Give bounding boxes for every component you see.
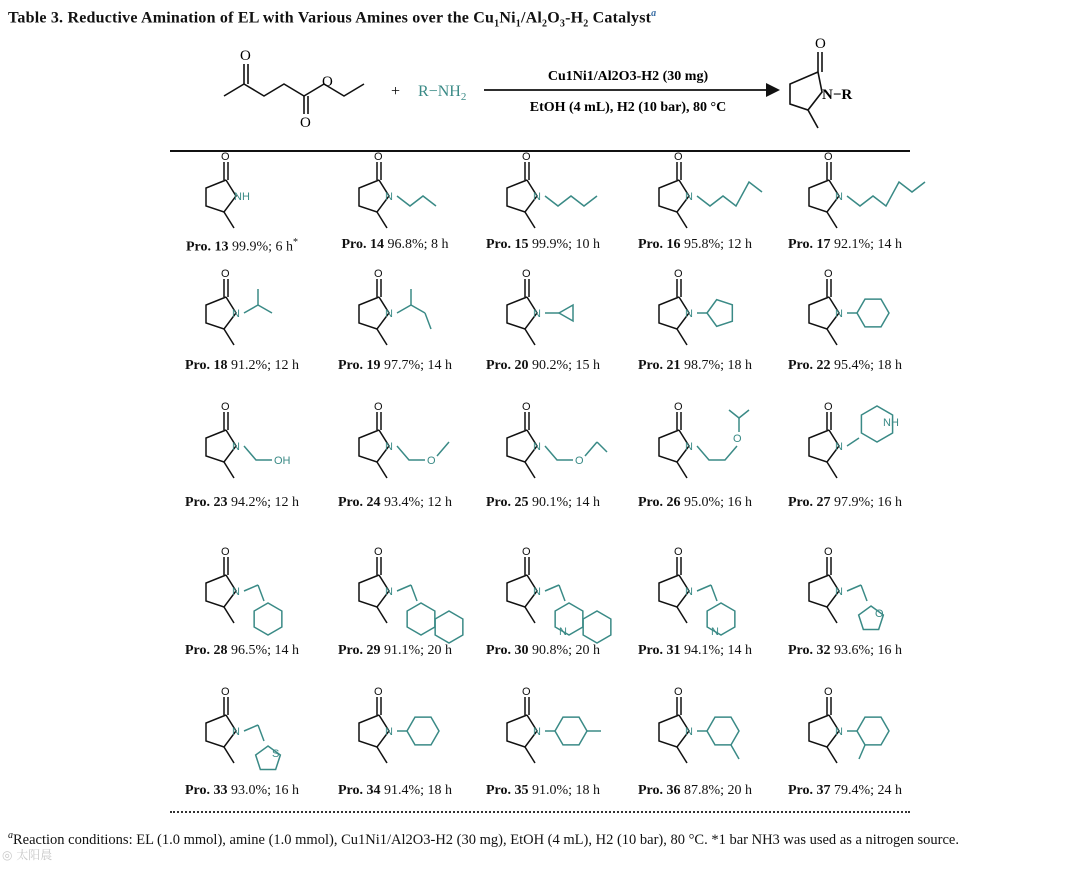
product-label	[788, 783, 902, 799]
footnote	[8, 826, 1078, 850]
bond	[731, 745, 739, 759]
footnote-marker: a	[651, 8, 657, 19]
product-structure	[359, 401, 449, 478]
product-label	[486, 783, 600, 799]
product-id: Pro. 37	[787, 783, 831, 798]
product-id: Pro. 13	[185, 239, 229, 255]
product-id: Pro. 33	[184, 783, 228, 798]
nitrogen-label: N	[835, 191, 843, 203]
product-structure	[507, 268, 573, 345]
bond	[677, 212, 687, 228]
product-structure	[507, 546, 611, 643]
product-id: Pro. 21	[637, 358, 681, 373]
oxygen-label: O	[221, 686, 230, 698]
nitrogen-label: N	[232, 441, 240, 453]
catalyst-condition: Cu1Ni1/Al2O3-H2 (30 mg)	[547, 69, 709, 84]
product-label	[788, 237, 902, 253]
product-label	[185, 358, 299, 374]
bond	[677, 747, 687, 763]
heteroatom-label: S	[272, 748, 280, 760]
oxygen-label: O	[221, 151, 230, 163]
bond	[711, 585, 717, 601]
title-sub: 1	[494, 18, 500, 30]
nitrogen-label: N	[533, 308, 541, 320]
ring	[857, 717, 889, 745]
nitrogen-label: N	[835, 308, 843, 320]
asterisk-marker: *	[293, 237, 299, 248]
product-structure	[206, 268, 272, 345]
bond	[397, 585, 411, 591]
nitrogen-label: N	[385, 726, 393, 738]
heteroatom-label: N	[711, 626, 719, 638]
nitrogen-label: N	[685, 441, 693, 453]
nitrogen-label: N	[232, 586, 240, 598]
oxygen-label: O	[522, 546, 531, 558]
product-structure	[809, 151, 925, 228]
heteroatom-label: O	[575, 455, 584, 467]
bond	[827, 212, 837, 228]
bond	[258, 725, 264, 741]
product-yield-time: 90.1%; 14 h	[528, 495, 601, 510]
product-label	[185, 643, 299, 659]
bond	[377, 747, 387, 763]
nitrogen-label: N	[533, 586, 541, 598]
ring	[407, 717, 439, 745]
title-text: O	[547, 9, 560, 27]
bond	[244, 305, 258, 313]
title-text: Ni	[499, 9, 516, 27]
bond	[525, 747, 535, 763]
product-structure	[359, 686, 439, 763]
heteroatom-label: OH	[274, 455, 291, 467]
oxygen-label: O	[374, 546, 383, 558]
oxygen-label: O	[522, 686, 531, 698]
product-label	[338, 358, 452, 374]
oxygen-label: O	[674, 401, 683, 413]
title-text: /Al	[520, 9, 543, 27]
product-lactam-structure	[790, 52, 822, 128]
bond	[525, 329, 535, 345]
bond	[739, 410, 749, 418]
bond	[411, 305, 425, 313]
chain	[397, 446, 425, 460]
table-top-rule	[170, 150, 910, 152]
product-structure	[659, 546, 735, 638]
oxygen-label: O	[824, 151, 833, 163]
product-yield-time: 98.7%; 18 h	[680, 358, 753, 373]
product-id: Pro. 19	[337, 358, 381, 373]
product-structure	[659, 151, 762, 228]
nitrogen-label: N	[385, 441, 393, 453]
product-structure	[809, 401, 899, 478]
bond	[377, 212, 387, 228]
oxygen-label: O	[824, 268, 833, 280]
oxygen-label: O	[824, 401, 833, 413]
product-id: Pro. 23	[184, 495, 228, 510]
bond	[677, 329, 687, 345]
product-id: Pro. 14	[341, 237, 384, 252]
reaction-condition: EtOH (4 mL), H2 (10 bar), 80 °C	[529, 100, 727, 115]
ring	[407, 603, 435, 635]
product-structure	[359, 268, 431, 345]
bond	[585, 442, 597, 456]
ketone-o-label: O	[240, 48, 251, 64]
bond	[411, 585, 417, 601]
nitrogen-label: N	[835, 586, 843, 598]
product-yield-time: 95.4%; 18 h	[830, 358, 903, 373]
oxygen-label: O	[374, 686, 383, 698]
chain	[545, 196, 597, 206]
product-label	[638, 358, 752, 374]
product-label	[486, 495, 600, 511]
product-yield-time: 95.0%; 16 h	[680, 495, 753, 510]
product-yield-time: 91.2%; 12 h	[227, 358, 300, 373]
oxygen-label: O	[522, 401, 531, 413]
nitrogen-label: N	[533, 726, 541, 738]
footnote-marker: a	[8, 830, 13, 841]
plus-sign: +	[391, 83, 401, 100]
bond	[525, 607, 535, 623]
product-id: Pro. 26	[637, 495, 681, 510]
heteroatom-label: N	[559, 626, 567, 638]
oxygen-label: O	[221, 546, 230, 558]
chain	[697, 182, 762, 206]
product-structure	[659, 268, 732, 345]
chain	[397, 196, 436, 206]
product-label	[788, 643, 902, 659]
product-yield-time: 90.8%; 20 h	[528, 643, 601, 658]
oxygen-label: O	[221, 401, 230, 413]
bond	[258, 585, 264, 601]
ring	[254, 603, 282, 635]
product-label	[185, 495, 299, 511]
chain	[206, 180, 236, 212]
product-label	[341, 237, 448, 253]
oxygen-label: O	[522, 268, 531, 280]
oxygen-label: O	[674, 268, 683, 280]
product-id: Pro. 27	[787, 495, 831, 510]
bond	[377, 607, 387, 623]
product-label	[486, 643, 600, 659]
bond	[224, 212, 234, 228]
product-id: Pro. 31	[637, 643, 681, 658]
bond	[861, 585, 867, 601]
product-yield-time: 99.9%; 6 h	[228, 239, 294, 255]
product-id: Pro. 16	[637, 237, 681, 252]
ring	[583, 611, 611, 643]
oxygen-label: O	[824, 546, 833, 558]
product-label	[788, 358, 902, 374]
bond	[827, 462, 837, 478]
oxygen-label: O	[674, 546, 683, 558]
nitrogen-label: N	[385, 308, 393, 320]
product-id: Pro. 17	[787, 237, 831, 252]
title-text: Table 3. Reductive Amination of EL with Various Amines over the Cu	[8, 9, 495, 27]
bond	[677, 462, 687, 478]
oxygen-label: O	[374, 401, 383, 413]
bond	[545, 585, 559, 591]
product-id: Pro. 35	[485, 783, 529, 798]
bond	[827, 607, 837, 623]
product-label	[638, 495, 752, 511]
chain	[847, 182, 925, 206]
carbonyl-o-label: O	[300, 115, 311, 131]
bond	[244, 585, 258, 591]
product-yield-time: 92.1%; 14 h	[830, 237, 903, 252]
product-label	[338, 783, 452, 799]
bond	[827, 329, 837, 345]
bond	[827, 747, 837, 763]
bond	[729, 410, 739, 418]
product-id: Pro. 28	[184, 643, 228, 658]
bond	[697, 585, 711, 591]
watermark-logo: ◎ 太阳晨	[2, 848, 53, 862]
product-yield-time: 93.4%; 12 h	[380, 495, 453, 510]
nitrogen-label: N	[835, 726, 843, 738]
product-label	[638, 237, 752, 253]
product-id: Pro. 29	[337, 643, 381, 658]
product-yield-time: 96.8%; 8 h	[383, 237, 449, 252]
product-label	[486, 237, 600, 253]
oxygen-label: O	[824, 686, 833, 698]
ester-o-label: O	[322, 74, 333, 90]
bond	[597, 442, 607, 452]
bond	[525, 212, 535, 228]
product-structure	[659, 686, 739, 763]
ethyl-levulinate-structure	[224, 64, 364, 114]
nitrogen-label: N	[385, 191, 393, 203]
nitrogen-label: N	[685, 308, 693, 320]
product-yield-time: 97.7%; 14 h	[380, 358, 453, 373]
footnote-text: Reaction conditions: EL (1.0 mmol), amine (1.0 mmol), Cu1Ni1/Al2O3-H2 (30 mg), EtOH (4 mL), H2 (10 bar), 80 °C. *1 bar NH3 was used as a nitrogen source.	[13, 831, 959, 848]
bond	[425, 313, 431, 329]
table-bottom-rule	[170, 811, 910, 813]
ring	[559, 305, 573, 321]
product-yield-time: 97.9%; 16 h	[830, 495, 903, 510]
bond	[258, 305, 272, 313]
ring	[435, 611, 463, 643]
product-id: Pro. 30	[485, 643, 529, 658]
product-label	[486, 358, 600, 374]
bond	[224, 607, 234, 623]
product-id: Pro. 25	[485, 495, 529, 510]
nitrogen-label: N	[232, 726, 240, 738]
oxygen-label: O	[522, 151, 531, 163]
bond	[224, 462, 234, 478]
bond	[377, 462, 387, 478]
product-label	[338, 643, 452, 659]
oxygen-label: O	[221, 268, 230, 280]
ring	[555, 717, 587, 745]
nitrogen-label: N	[533, 191, 541, 203]
product-structure	[507, 401, 607, 478]
nh-label: NH	[234, 191, 250, 203]
heteroatom-label: O	[875, 608, 884, 620]
product-yield-time: 93.0%; 16 h	[227, 783, 300, 798]
arrow-head	[766, 83, 780, 97]
product-structure	[206, 151, 250, 228]
product-label	[638, 783, 752, 799]
bond	[847, 438, 859, 446]
product-label	[186, 237, 298, 256]
chain	[244, 446, 272, 460]
oxygen-label: O	[674, 686, 683, 698]
bond	[244, 725, 258, 731]
product-structure	[659, 401, 749, 478]
chain	[545, 446, 573, 460]
product-label	[788, 495, 902, 511]
product-yield-time: 91.0%; 18 h	[528, 783, 601, 798]
product-structure	[206, 546, 282, 635]
product-structure	[206, 686, 280, 770]
product-structure	[359, 151, 436, 228]
product-label	[185, 783, 299, 799]
nitrogen-label: N	[385, 586, 393, 598]
product-yield-time: 95.8%; 12 h	[680, 237, 753, 252]
bond	[525, 462, 535, 478]
product-yield-time: 96.5%; 14 h	[227, 643, 300, 658]
bond	[397, 305, 411, 313]
title-sub: 3	[559, 18, 566, 30]
product-yield-time: 93.6%; 16 h	[830, 643, 903, 658]
nitrogen-label: N	[685, 726, 693, 738]
bond	[677, 607, 687, 623]
bond	[859, 745, 865, 759]
product-id: Pro. 36	[637, 783, 681, 798]
product-id: Pro. 20	[485, 358, 529, 373]
heteroatom-label: NH	[883, 417, 899, 429]
product-o-label: O	[815, 36, 826, 52]
bond	[224, 747, 234, 763]
nitrogen-label: N	[685, 586, 693, 598]
product-yield-time: 91.1%; 20 h	[380, 643, 453, 658]
bond	[847, 585, 861, 591]
title-sub: 1	[515, 18, 521, 30]
nitrogen-label: N	[232, 308, 240, 320]
product-yield-time: 94.2%; 12 h	[227, 495, 300, 510]
amine-reagent: $R-NH_2$	[418, 83, 467, 103]
product-id: Pro. 18	[184, 358, 228, 373]
nitrogen-label: N	[685, 191, 693, 203]
title-sub: 2	[583, 18, 589, 30]
ring	[707, 300, 732, 327]
product-yield-time: 94.1%; 14 h	[680, 643, 753, 658]
product-structure	[507, 686, 601, 763]
title-text: Catalyst	[588, 9, 652, 27]
product-label	[338, 495, 452, 511]
product-label	[638, 643, 752, 659]
product-id: Pro. 24	[337, 495, 381, 510]
nitrogen-label: N	[533, 441, 541, 453]
product-yield-time: 99.9%; 10 h	[528, 237, 601, 252]
heteroatom-label: O	[733, 433, 742, 445]
oxygen-label: O	[374, 151, 383, 163]
oxygen-label: O	[674, 151, 683, 163]
product-yield-time: 79.4%; 24 h	[830, 783, 903, 798]
product-structure	[206, 401, 291, 478]
product-yield-time: 90.2%; 15 h	[528, 358, 601, 373]
product-structure	[809, 686, 889, 763]
title-text: -H	[565, 9, 584, 27]
nitrogen-label: N	[835, 441, 843, 453]
ring	[707, 717, 739, 745]
bond	[224, 329, 234, 345]
product-structure	[507, 151, 597, 228]
product-id: Pro. 22	[787, 358, 831, 373]
product-id: Pro. 32	[787, 643, 831, 658]
product-nr-label: N−R	[822, 87, 853, 103]
oxygen-label: O	[374, 268, 383, 280]
product-structure	[809, 268, 889, 345]
product-structure	[809, 546, 884, 630]
title-sub: 2	[542, 18, 548, 30]
heteroatom-label: O	[427, 455, 436, 467]
product-structure	[359, 546, 463, 643]
bond	[559, 585, 565, 601]
product-id: Pro. 34	[337, 783, 381, 798]
bond	[377, 329, 387, 345]
chain	[697, 446, 737, 460]
bond	[437, 442, 449, 456]
product-yield-time: 91.4%; 18 h	[380, 783, 453, 798]
product-yield-time: 87.8%; 20 h	[680, 783, 753, 798]
product-id: Pro. 15	[485, 237, 529, 252]
ring	[857, 299, 889, 327]
